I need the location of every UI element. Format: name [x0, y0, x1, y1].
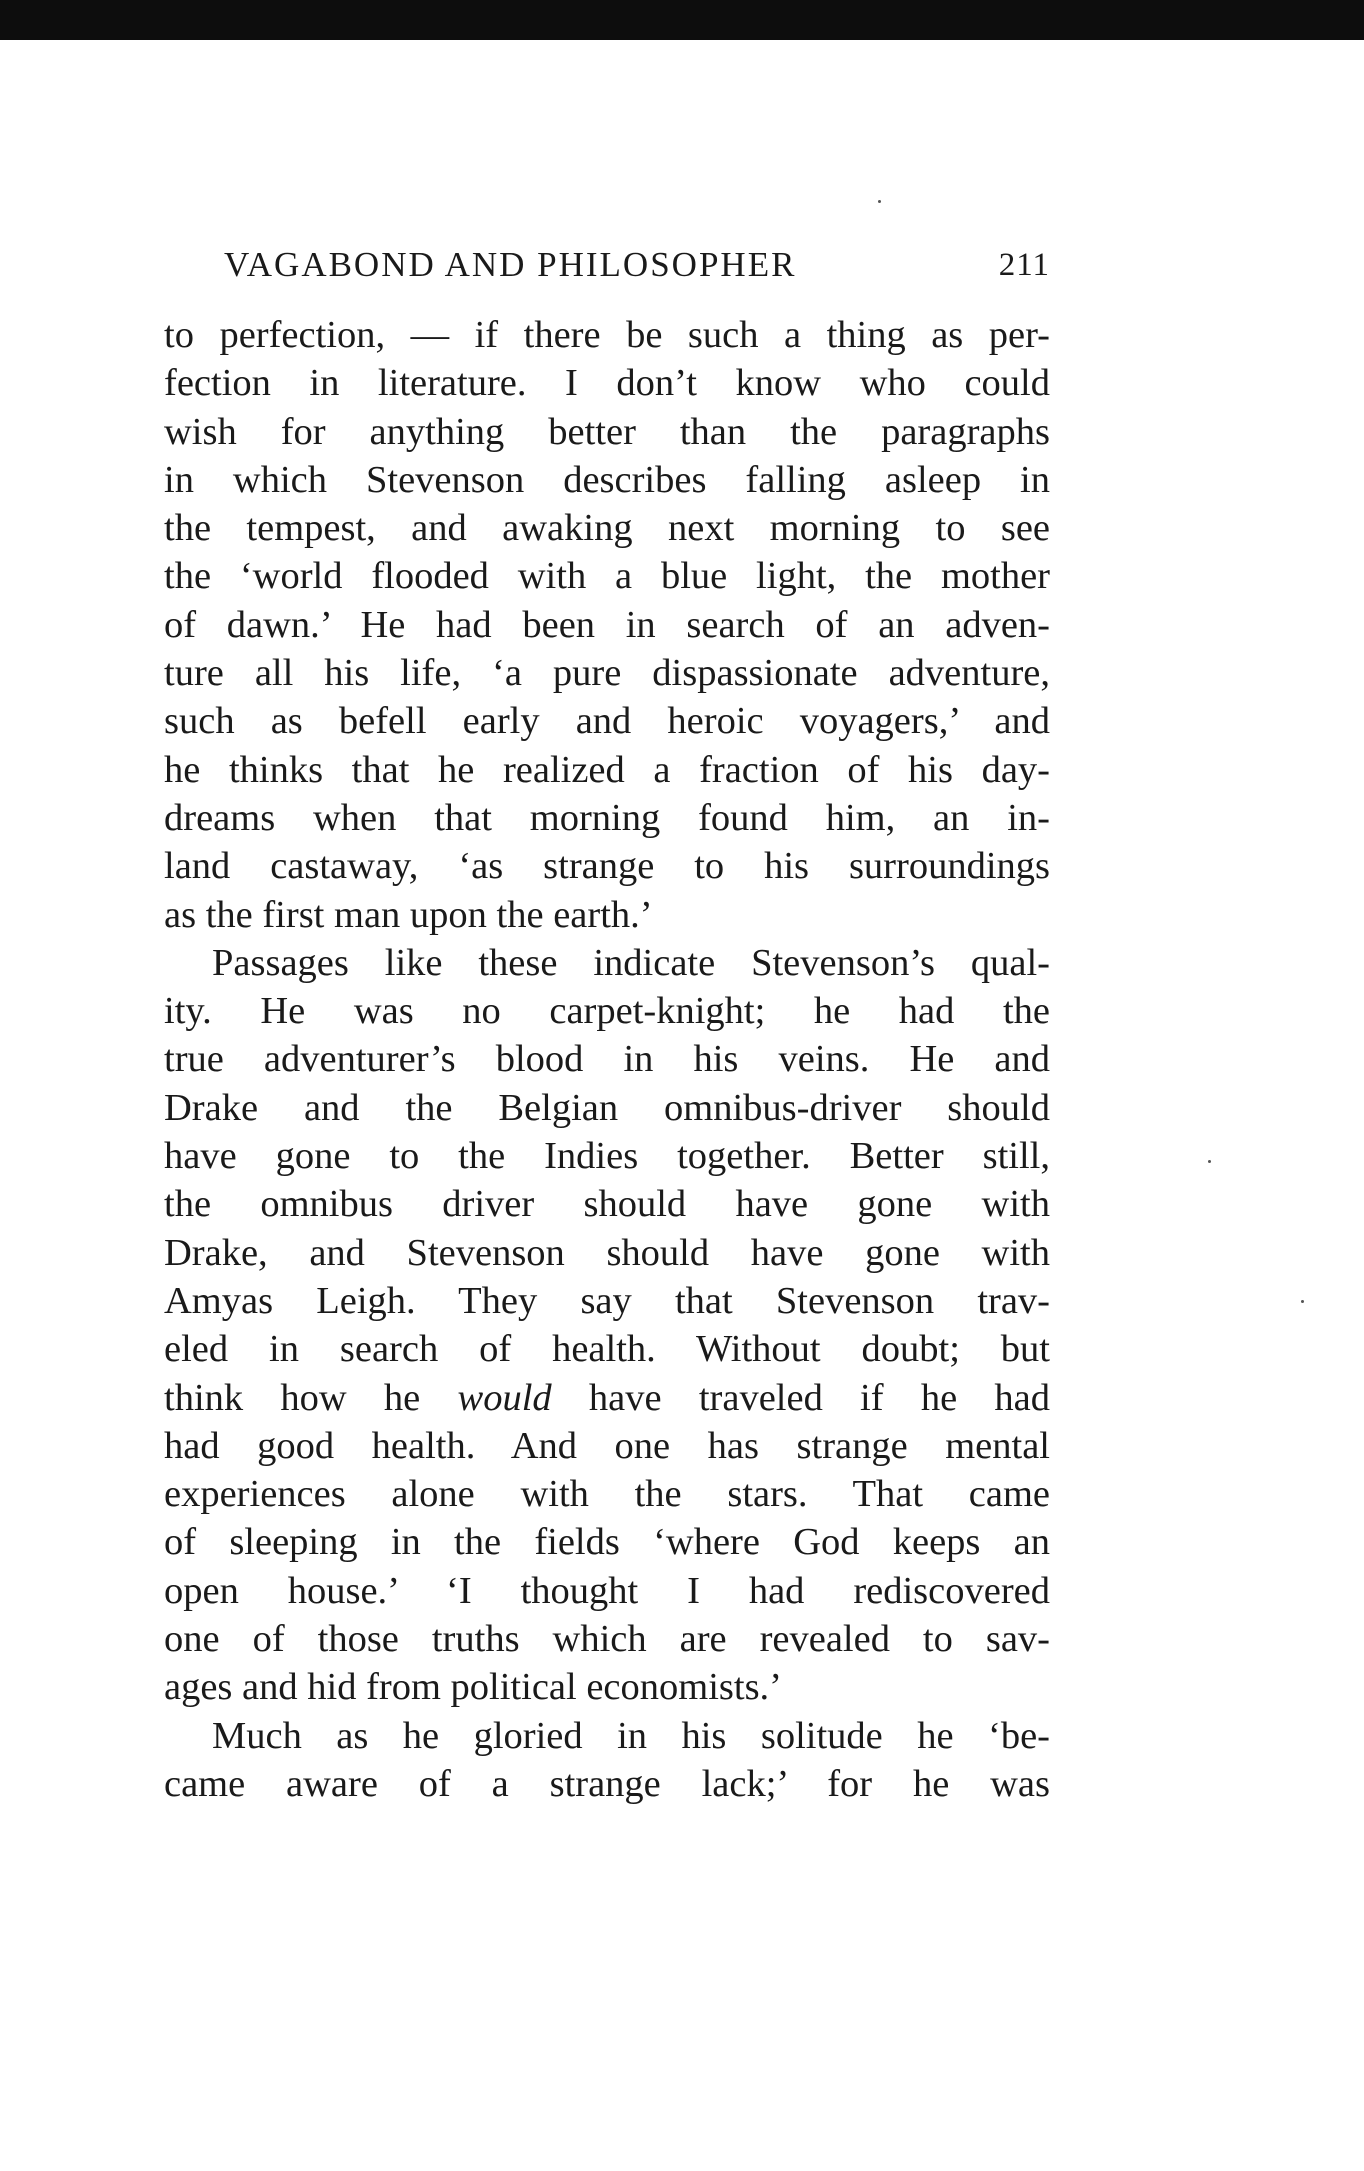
text-line: came aware of a strange lack;’ for he was: [164, 1762, 1050, 1805]
page-number: 211: [998, 247, 1050, 283]
text-line: dreams when that morning found him, an in-: [164, 796, 1050, 839]
text-line: of dawn.’ He had been in search of an adven-: [164, 603, 1050, 646]
text-line: ages and hid from political economists.’: [164, 1666, 782, 1709]
scan-top-edge: [0, 0, 1364, 40]
text-line: experiences alone with the stars. That came: [164, 1473, 1050, 1516]
text-line: fection in literature. I don’t know who could: [164, 362, 1050, 405]
scan-speck: [878, 200, 881, 203]
text-line: have gone to the Indies together. Better still,: [164, 1135, 1050, 1178]
text-line: in which Stevenson describes falling asleep in: [164, 458, 1050, 501]
text-line: had good health. And one has strange mental: [164, 1424, 1050, 1467]
text-line: eled in search of health. Without doubt; but: [164, 1328, 1050, 1371]
scan-speck: [1301, 1300, 1304, 1303]
text-line: true adventurer’s blood in his veins. He and: [164, 1038, 1050, 1081]
text-line: think how he would have traveled if he had: [164, 1376, 1050, 1419]
text-line: wish for anything better than the paragraphs: [164, 410, 1050, 453]
text-line: the ‘world flooded with a blue light, the mother: [164, 555, 1050, 598]
text-line: such as befell early and heroic voyagers,’ and: [164, 700, 1050, 743]
text-line: the tempest, and awaking next morning to see: [164, 507, 1050, 550]
text-line: Amyas Leigh. They say that Stevenson trav-: [164, 1279, 1050, 1322]
text-line: Drake, and Stevenson should have gone with: [164, 1231, 1050, 1274]
body-text: [164, 311, 1050, 1808]
text-line: to perfection, — if there be such a thing as per-: [164, 314, 1050, 356]
running-title: VAGABOND AND PHILOSOPHER: [224, 245, 797, 284]
page-header: [224, 240, 1050, 290]
text-line: as the first man upon the earth.’: [164, 893, 653, 936]
text-line: of sleeping in the fields ‘where God keeps an: [164, 1521, 1050, 1564]
text-line: ity. He was no carpet-knight; he had the: [164, 990, 1050, 1033]
text-line: ture all his life, ‘a pure dispassionate adventure,: [164, 652, 1050, 695]
text-line: one of those truths which are revealed to sav-: [164, 1618, 1050, 1661]
italic-emphasis: would: [457, 1376, 552, 1419]
text-line: Drake and the Belgian omnibus-driver should: [164, 1086, 1050, 1129]
scan-speck: [1208, 1160, 1211, 1163]
text-line: Much as he gloried in his solitude he ‘be-: [212, 1714, 1050, 1757]
text-line: the omnibus driver should have gone with: [164, 1183, 1050, 1226]
text-line: Passages like these indicate Stevenson’s qual-: [212, 941, 1050, 984]
text-line: land castaway, ‘as strange to his surroundings: [164, 845, 1050, 888]
text-line: he thinks that he realized a fraction of his day-: [164, 748, 1050, 791]
text-line: open house.’ ‘I thought I had rediscovered: [164, 1569, 1050, 1612]
